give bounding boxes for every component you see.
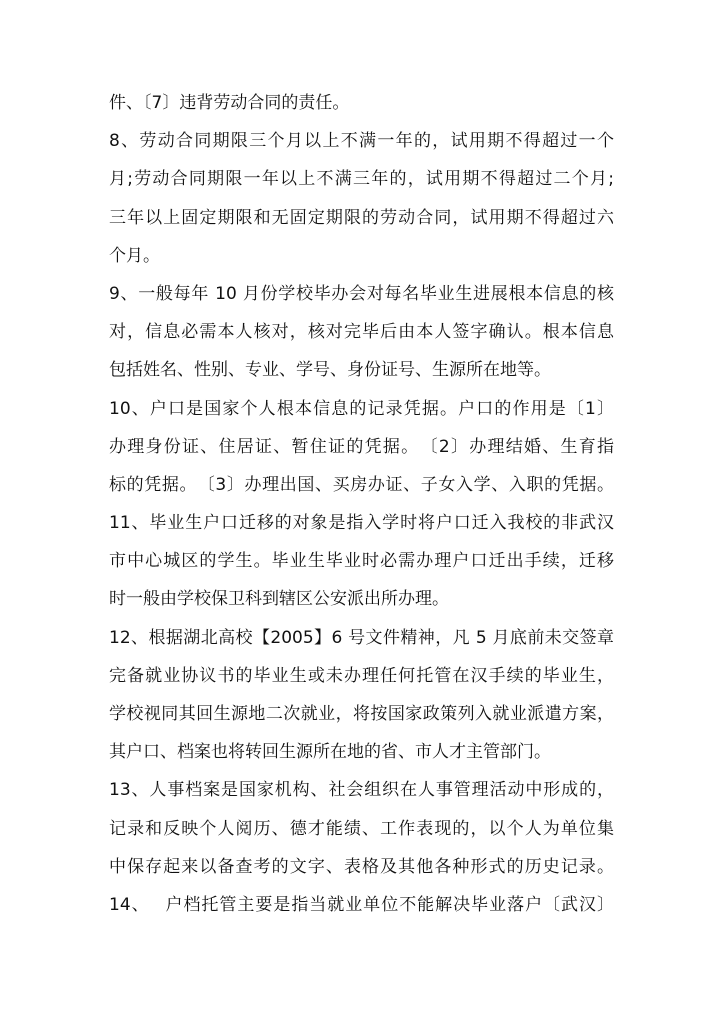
text-line: 记录和反映个人阅历、德才能绩、工作表现的，以个人为单位集	[109, 818, 614, 839]
text-line: 14、 户档托管主要是指当就业单位不能解决毕业落户〔武汉〕	[109, 894, 614, 915]
text-line: 标的凭据。 〔3〕办理出国、买房办证、子女入学、入职的凭据。	[109, 474, 614, 495]
text-line: 10、户口是国家个人根本信息的记录凭据。户口的作用是〔1〕	[109, 398, 614, 419]
text-line: 市中心城区的学生。毕业生毕业时必需办理户口迁出手续，迁移	[109, 551, 614, 572]
text-line: 办理身份证、住居证、暂住证的凭据。 〔2〕办理结婚、生育指	[109, 436, 614, 457]
text-line: 11、毕业生户口迁移的对象是指入学时将户口迁入我校的非武汉	[109, 513, 614, 534]
text-line: 8、劳动合同期限三个月以上不满一年的，试用期不得超过一个	[109, 131, 614, 152]
text-line: 三年以上固定期限和无固定期限的劳动合同，试用期不得超过六	[109, 207, 614, 228]
text-line: 月;劳动合同期限一年以上不满三年的，试用期不得超过二个月;	[109, 169, 614, 190]
text-line: 中保存起来以备查考的文字、表格及其他各种形式的历史记录。	[109, 856, 614, 877]
text-line: 时一般由学校保卫科到辖区公安派出所办理。	[109, 589, 449, 610]
text-line: 件、〔7〕违背劳动合同的责任。	[109, 93, 350, 113]
text-line: 个月。	[109, 245, 160, 266]
text-line: 9、一般每年 10 月份学校毕办会对每名毕业生进展根本信息的核	[109, 283, 614, 304]
text-line: 13、人事档案是国家机构、社会组织在人事管理活动中形成的，	[109, 780, 614, 801]
text-line: 其户口、档案也将转回生源所在地的省、市人才主管部门。	[109, 742, 551, 763]
text-line: 完备就业协议书的毕业生或未办理任何托管在汉手续的毕业生，	[109, 665, 614, 686]
body-text	[109, 84, 614, 924]
text-line: 包括姓名、性别、专业、学号、身份证号、生源所在地等。	[109, 360, 551, 381]
text-line: 12、根据湖北高校【2005】6 号文件精神，凡 5 月底前未交签章	[109, 627, 614, 648]
text-line: 学校视同其回生源地二次就业，将按国家政策列入就业派遣方案，	[109, 704, 614, 724]
text-line: 对，信息必需本人核对，核对完毕后由本人签字确认。根本信息	[109, 322, 614, 343]
